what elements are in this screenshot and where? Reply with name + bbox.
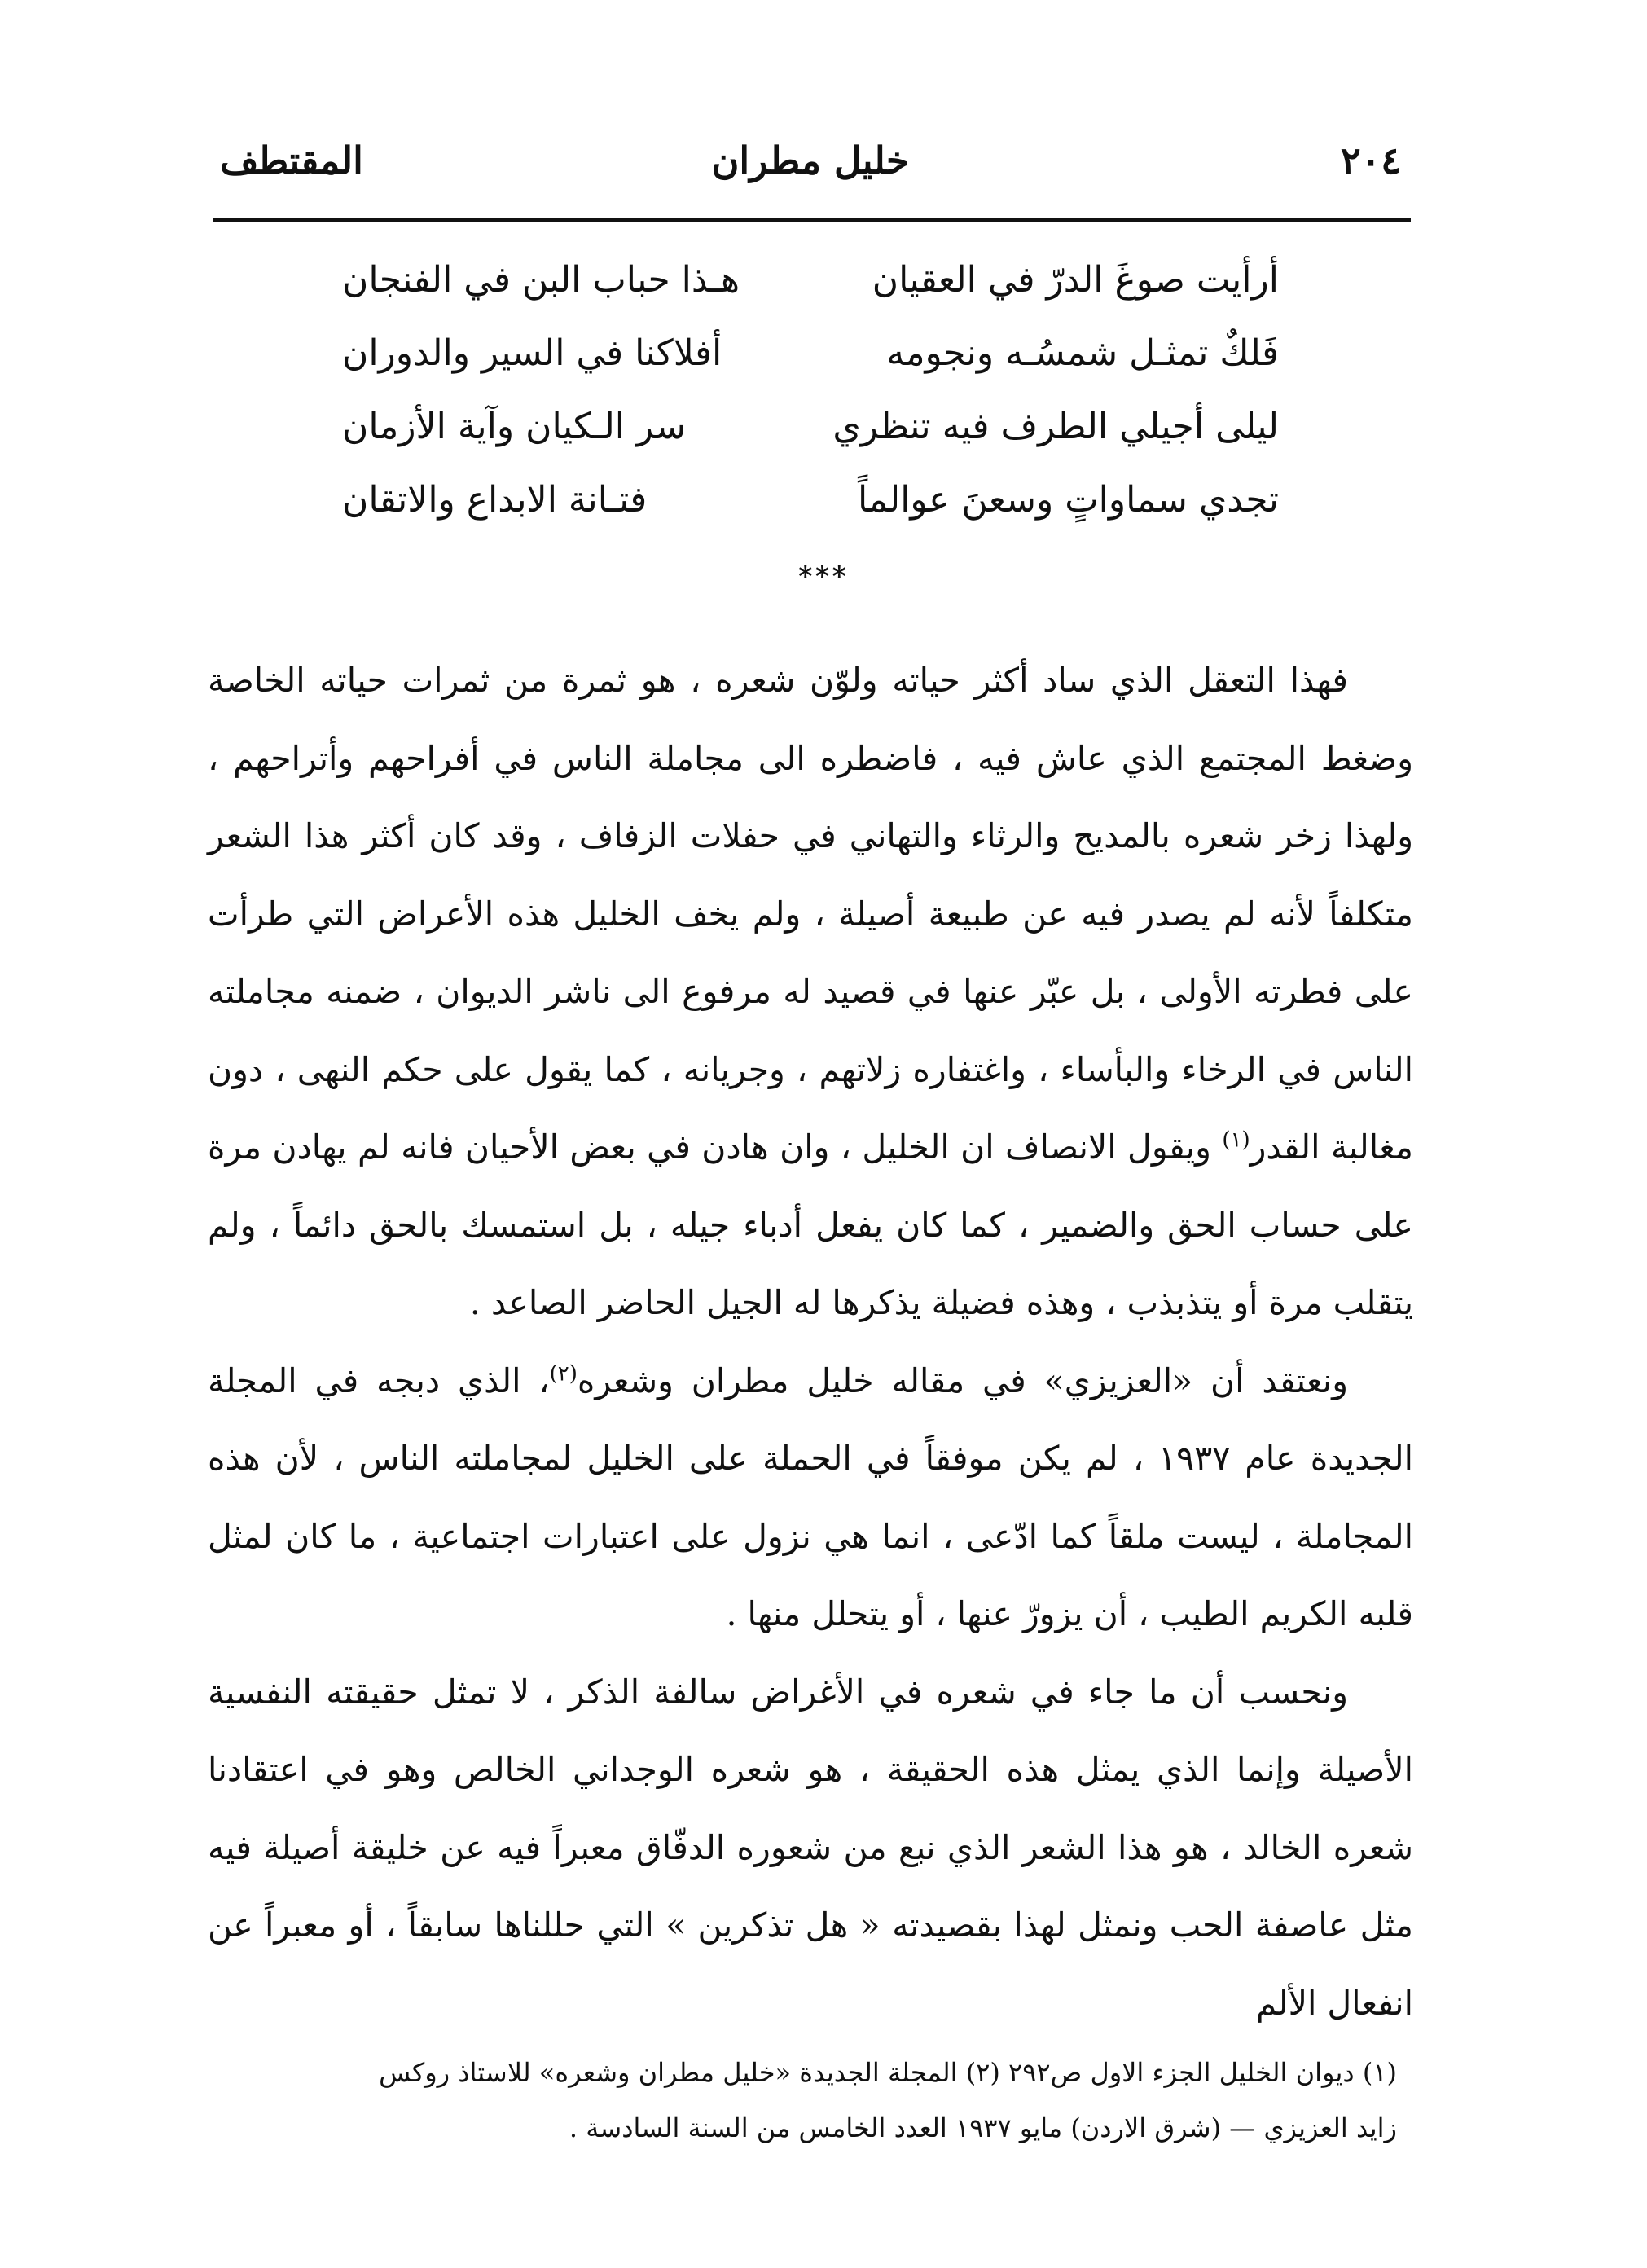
poem-block bbox=[342, 244, 1279, 554]
journal-name: المقتطف bbox=[220, 138, 363, 182]
poem-couplet bbox=[342, 391, 1279, 464]
poem-couplet bbox=[342, 244, 1279, 318]
footnote-ref: (٢) bbox=[549, 1360, 578, 1386]
poem-couplet bbox=[342, 318, 1279, 391]
paragraph-text: ويقول الانصاف ان الخليل ، وان هادن في بعض الأحيان فانه لم يهادن مرة على حساب الحق والضمير ، كما كان يفعل أدباء جيله ، بل استمسك بالحق دائماً ، ولم يتقلب مرة أو يتذبذب ، وهذه فضيلة يذكرها له الجيل الحاضر الصاعد . bbox=[208, 1127, 1413, 1322]
paragraph-text: فهذا التعقل الذي ساد أكثر حياته ولوّن شعره ، هو ثمرة من ثمرات حياته الخاصة وضغط المجتمع الذي عاش فيه ، فاضطره الى مجاملة الناس في أفراحهم وأتراحهم ، ولهذا زخر شعره بالمديح والرثاء والتهاني في حفلات الزفاف ، وقد كان أكثر هذا الشعر متكلفاً لأنه لم يصدر فيه عن طبيعة أصيلة ، ولم يخف الخليل هذه الأعراض التي طرأت على فطرته الأولى ، بل عبّر عنها في قصيد له مرفوع الى ناشر الديوان ، ضمنه مجاملته الناس في الرخاء والبأساء ، واغتفاره زلاتهم ، وجريانه ، كما يقول على حكم النهى ، دون مغالبة القدر bbox=[208, 661, 1413, 1167]
paragraph bbox=[208, 1343, 1413, 1654]
poem-hemistich-first: تجدي سماواتٍ وسعنَ عوالماً bbox=[857, 479, 1279, 521]
poem-hemistich-second: أفلاكنا في السير والدوران bbox=[342, 332, 722, 374]
page-header bbox=[220, 122, 1401, 212]
header-rule bbox=[213, 218, 1411, 222]
poem-hemistich-first: ليلى أجيلي الطرف فيه تنظري bbox=[832, 406, 1279, 447]
page-number: ٢٠٤ bbox=[1340, 138, 1401, 182]
footnote-line: (١) ديوان الخليل الجزء الاول ص٢٩٢ (٢) المجلة الجديدة «خليل مطران وشعره» للاستاذ روكس bbox=[379, 2057, 1397, 2088]
body-text bbox=[208, 642, 1413, 2042]
section-separator: *** bbox=[797, 560, 850, 593]
paragraph-text: ونعتقد أن «العزيزي» في مقاله خليل مطران وشعره bbox=[577, 1360, 1348, 1400]
footnote-line: زايد العزيزي — (شرق الاردن) مايو ١٩٣٧ العدد الخامس من السنة السادسة . bbox=[569, 2112, 1397, 2143]
poem-hemistich-second: سر الـكيان وآية الأزمان bbox=[342, 406, 687, 447]
poem-couplet bbox=[342, 464, 1279, 538]
footnote-ref: (١) bbox=[1222, 1127, 1250, 1153]
poem-hemistich-first: أرأيت صوغَ الدرّ في العقيان bbox=[872, 259, 1279, 301]
paragraph bbox=[208, 1654, 1413, 2043]
poem-hemistich-second: هـذا حباب البن في الفنجان bbox=[342, 259, 740, 301]
running-title: خليل مطران bbox=[711, 138, 910, 182]
poem-hemistich-first: فَلكٌ تمثـل شمسُـه ونجومه bbox=[886, 332, 1279, 374]
paragraph-text: ونحسب أن ما جاء في شعره في الأغراض سالفة الذكر ، لا تمثل حقيقته النفسية الأصيلة وإنما الذي يمثل هذه الحقيقة ، هو شعره الوجداني الخالص وهو في اعتقادنا شعره الخالد ، هو هذا الشعر الذي نبع من شعوره الدفّاق معبراً فيه عن خليقة أصيلة فيه مثل عاصفة الحب ونمثل لهذا بقصيدته « هل تذكرين » التي حللناها سابقاً ، أو معبراً عن انفعال الألم bbox=[208, 1672, 1413, 2023]
paragraph-text: ، الذي دبجه في المجلة الجديدة عام ١٩٣٧ ، لم يكن موفقاً في الحملة على الخليل لمجاملته الناس ، لأن هذه المجاملة ، ليست ملقاً كما ادّعى ، انما هي نزول على اعتبارات اجتماعية ، ما كان لمثل قلبه الكريم الطيب ، أن يزورّ عنها ، أو يتحلل منها . bbox=[208, 1360, 1413, 1633]
paragraph bbox=[208, 642, 1413, 1343]
poem-hemistich-second: فتـانة الابداع والاتقان bbox=[342, 479, 648, 521]
footnotes bbox=[208, 2045, 1397, 2156]
